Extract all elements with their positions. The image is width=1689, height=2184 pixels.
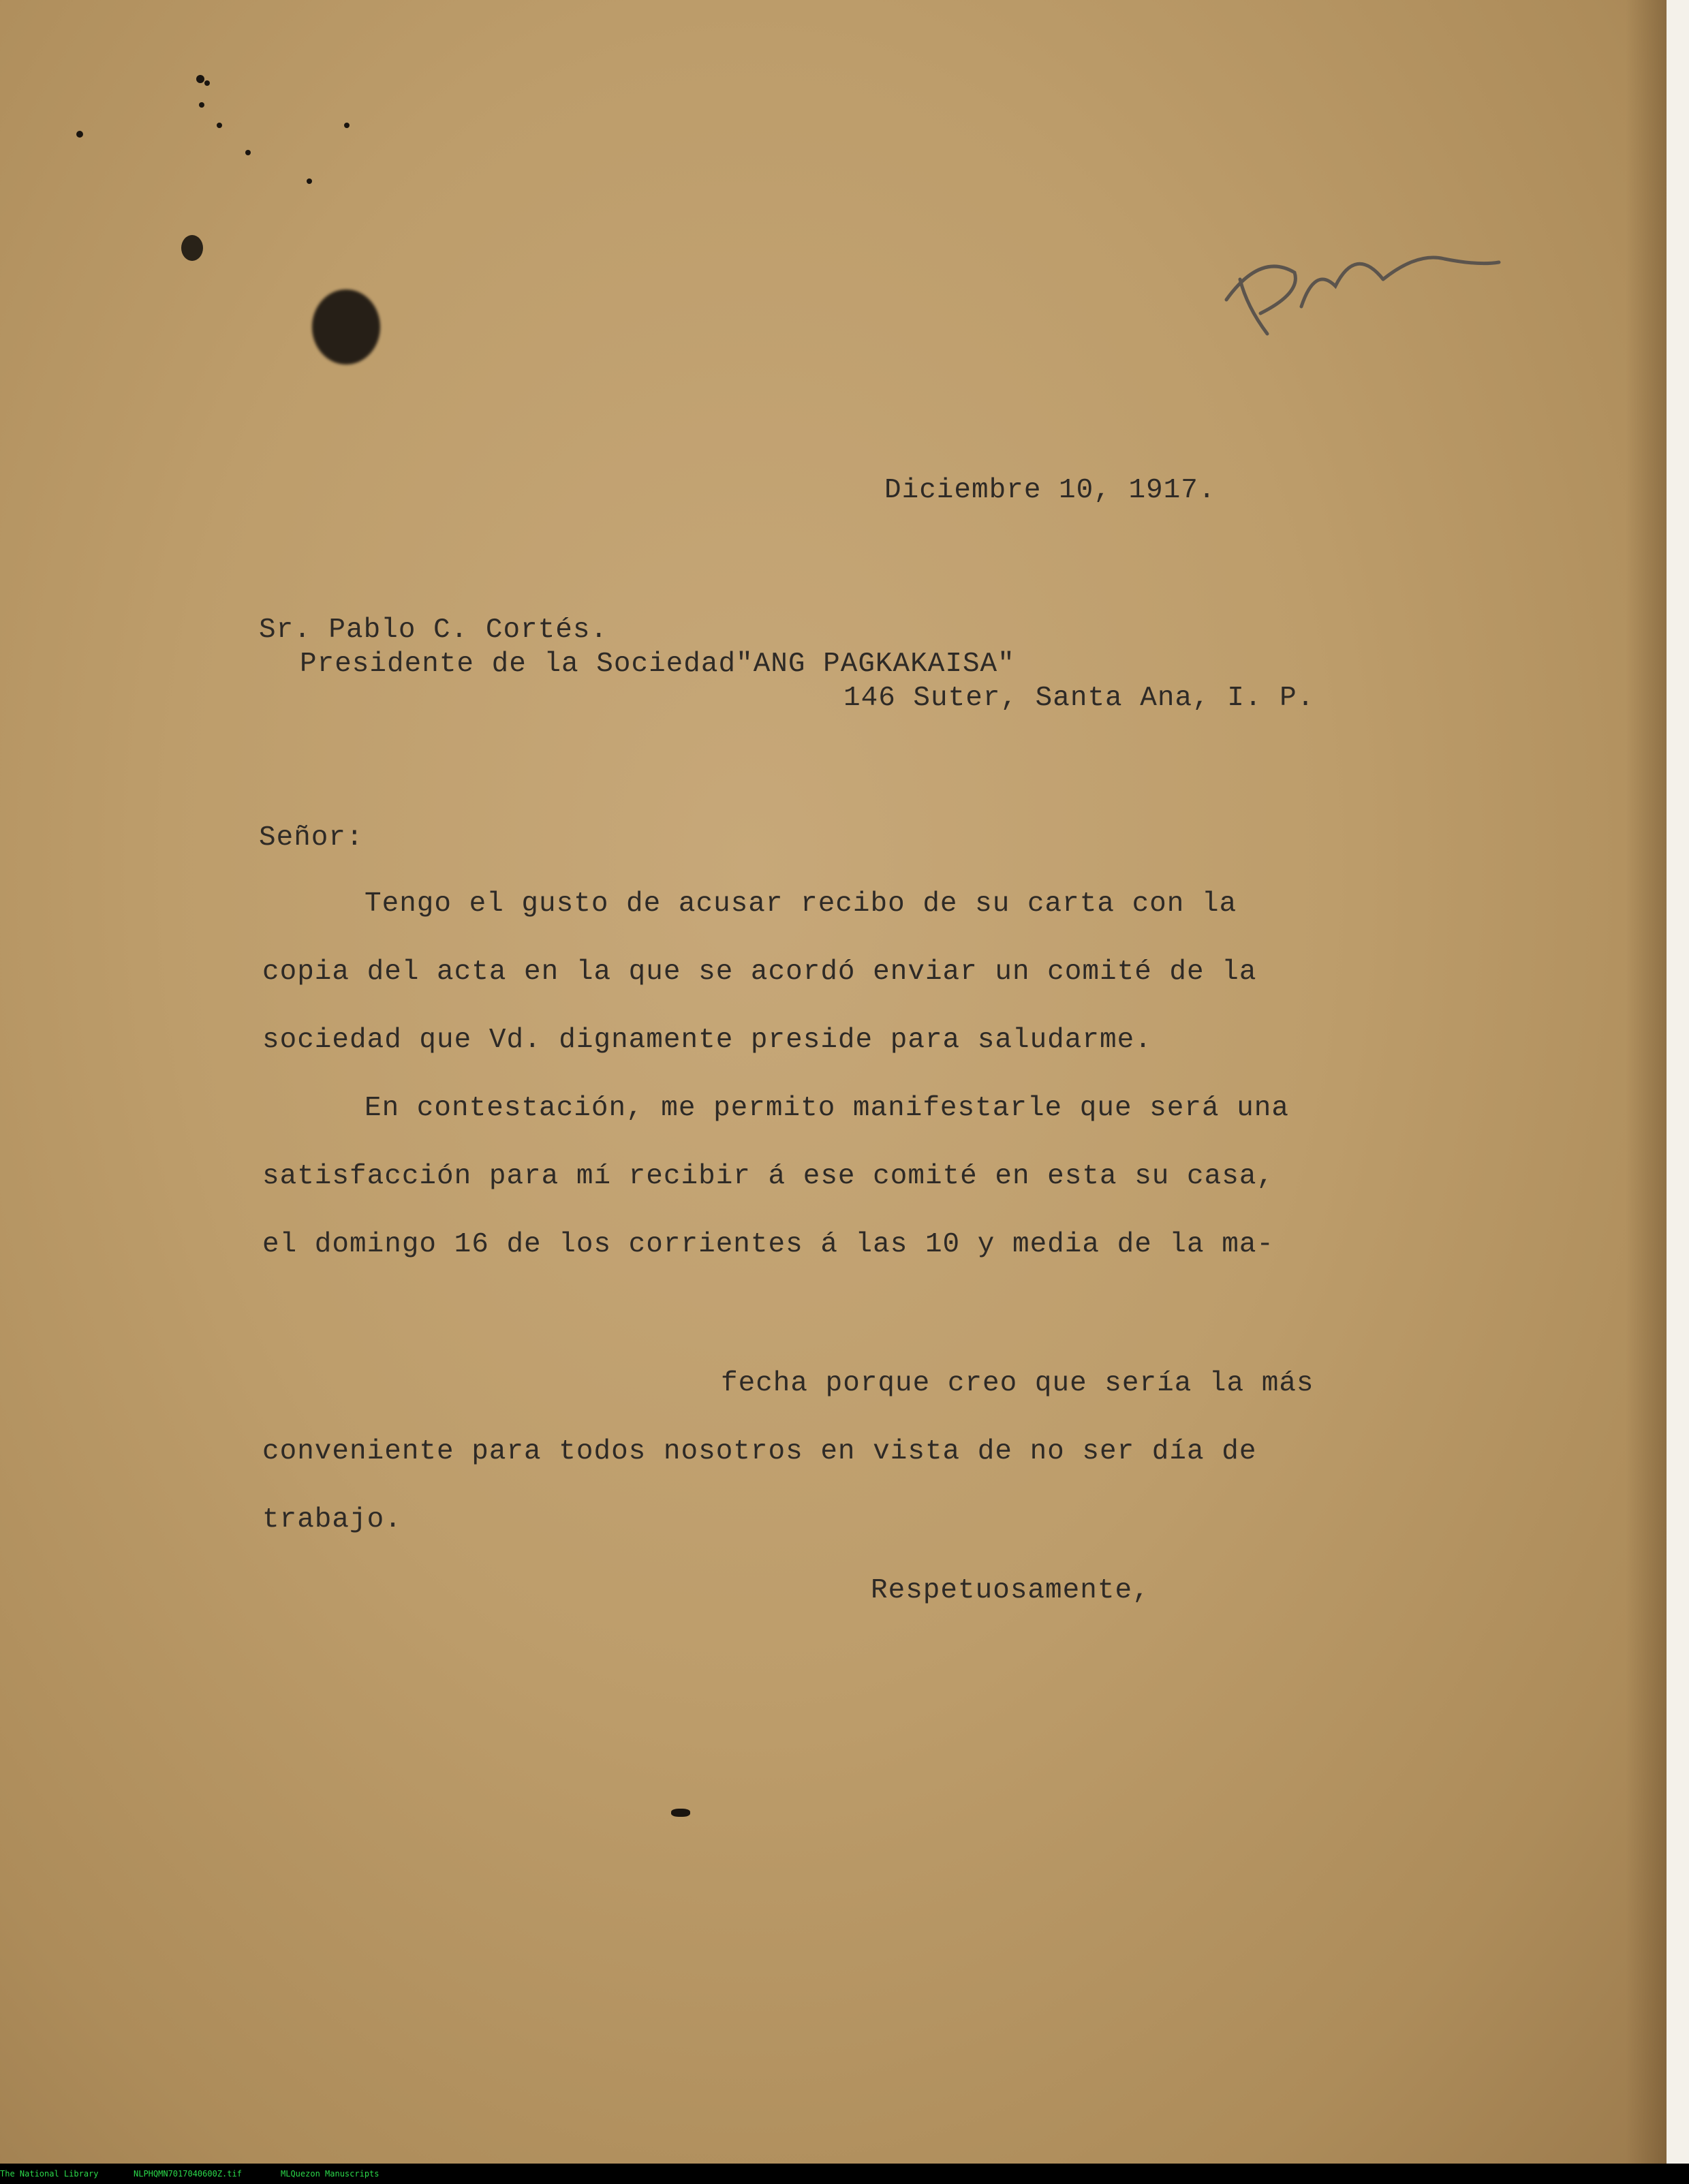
- scan-margin: [1667, 0, 1689, 2164]
- pencil-initial-mark: [1220, 225, 1513, 361]
- ink-blot-small: [181, 235, 203, 261]
- body-line: satisfacción para mí recibir á ese comité en esta su casa,: [262, 1161, 1275, 1192]
- recipient-name: Sr. Pablo C. Cortés.: [259, 614, 608, 646]
- body-line: En contestación, me permito manifestarle que será una: [365, 1093, 1290, 1124]
- ink-speck: [76, 131, 83, 138]
- body-line: copia del acta en la que se acordó enviar un comité de la: [262, 956, 1257, 988]
- body-line: Tengo el gusto de acusar recibo de su carta con la: [365, 888, 1237, 920]
- ink-speck: [671, 1809, 690, 1817]
- recipient-title: Presidente de la Sociedad"ANG PAGKAKAISA": [300, 649, 1015, 680]
- ink-speck: [199, 102, 204, 108]
- recipient-address: 146 Suter, Santa Ana, I. P.: [843, 683, 1315, 714]
- ink-speck: [204, 80, 210, 86]
- scan-footer: [0, 2164, 1689, 2184]
- ink-blot-large: [312, 290, 380, 364]
- salutation: Señor:: [259, 822, 364, 854]
- ink-speck: [217, 123, 222, 128]
- ink-speck: [307, 178, 312, 184]
- footer-collection: MLQuezon Manuscripts: [281, 2169, 379, 2179]
- closing: Respetuosamente,: [871, 1575, 1150, 1606]
- body-line: conveniente para todos nosotros en vista de no ser día de: [262, 1436, 1257, 1467]
- body-line: fecha porque creo que sería la más: [721, 1368, 1314, 1399]
- ink-speck: [245, 150, 251, 155]
- letter-date: Diciembre 10, 1917.: [884, 475, 1216, 506]
- body-line: trabajo.: [262, 1504, 402, 1535]
- footer-institution: The National Library: [0, 2169, 99, 2179]
- ink-speck: [344, 123, 350, 128]
- body-line: el domingo 16 de los corrientes á las 10 y media de la ma-: [262, 1229, 1275, 1260]
- footer-file-name: NLPHQMN7017040600Z.tif: [134, 2169, 242, 2179]
- ink-speck: [196, 75, 204, 83]
- body-line: sociedad que Vd. dignamente preside para saludarme.: [262, 1025, 1152, 1056]
